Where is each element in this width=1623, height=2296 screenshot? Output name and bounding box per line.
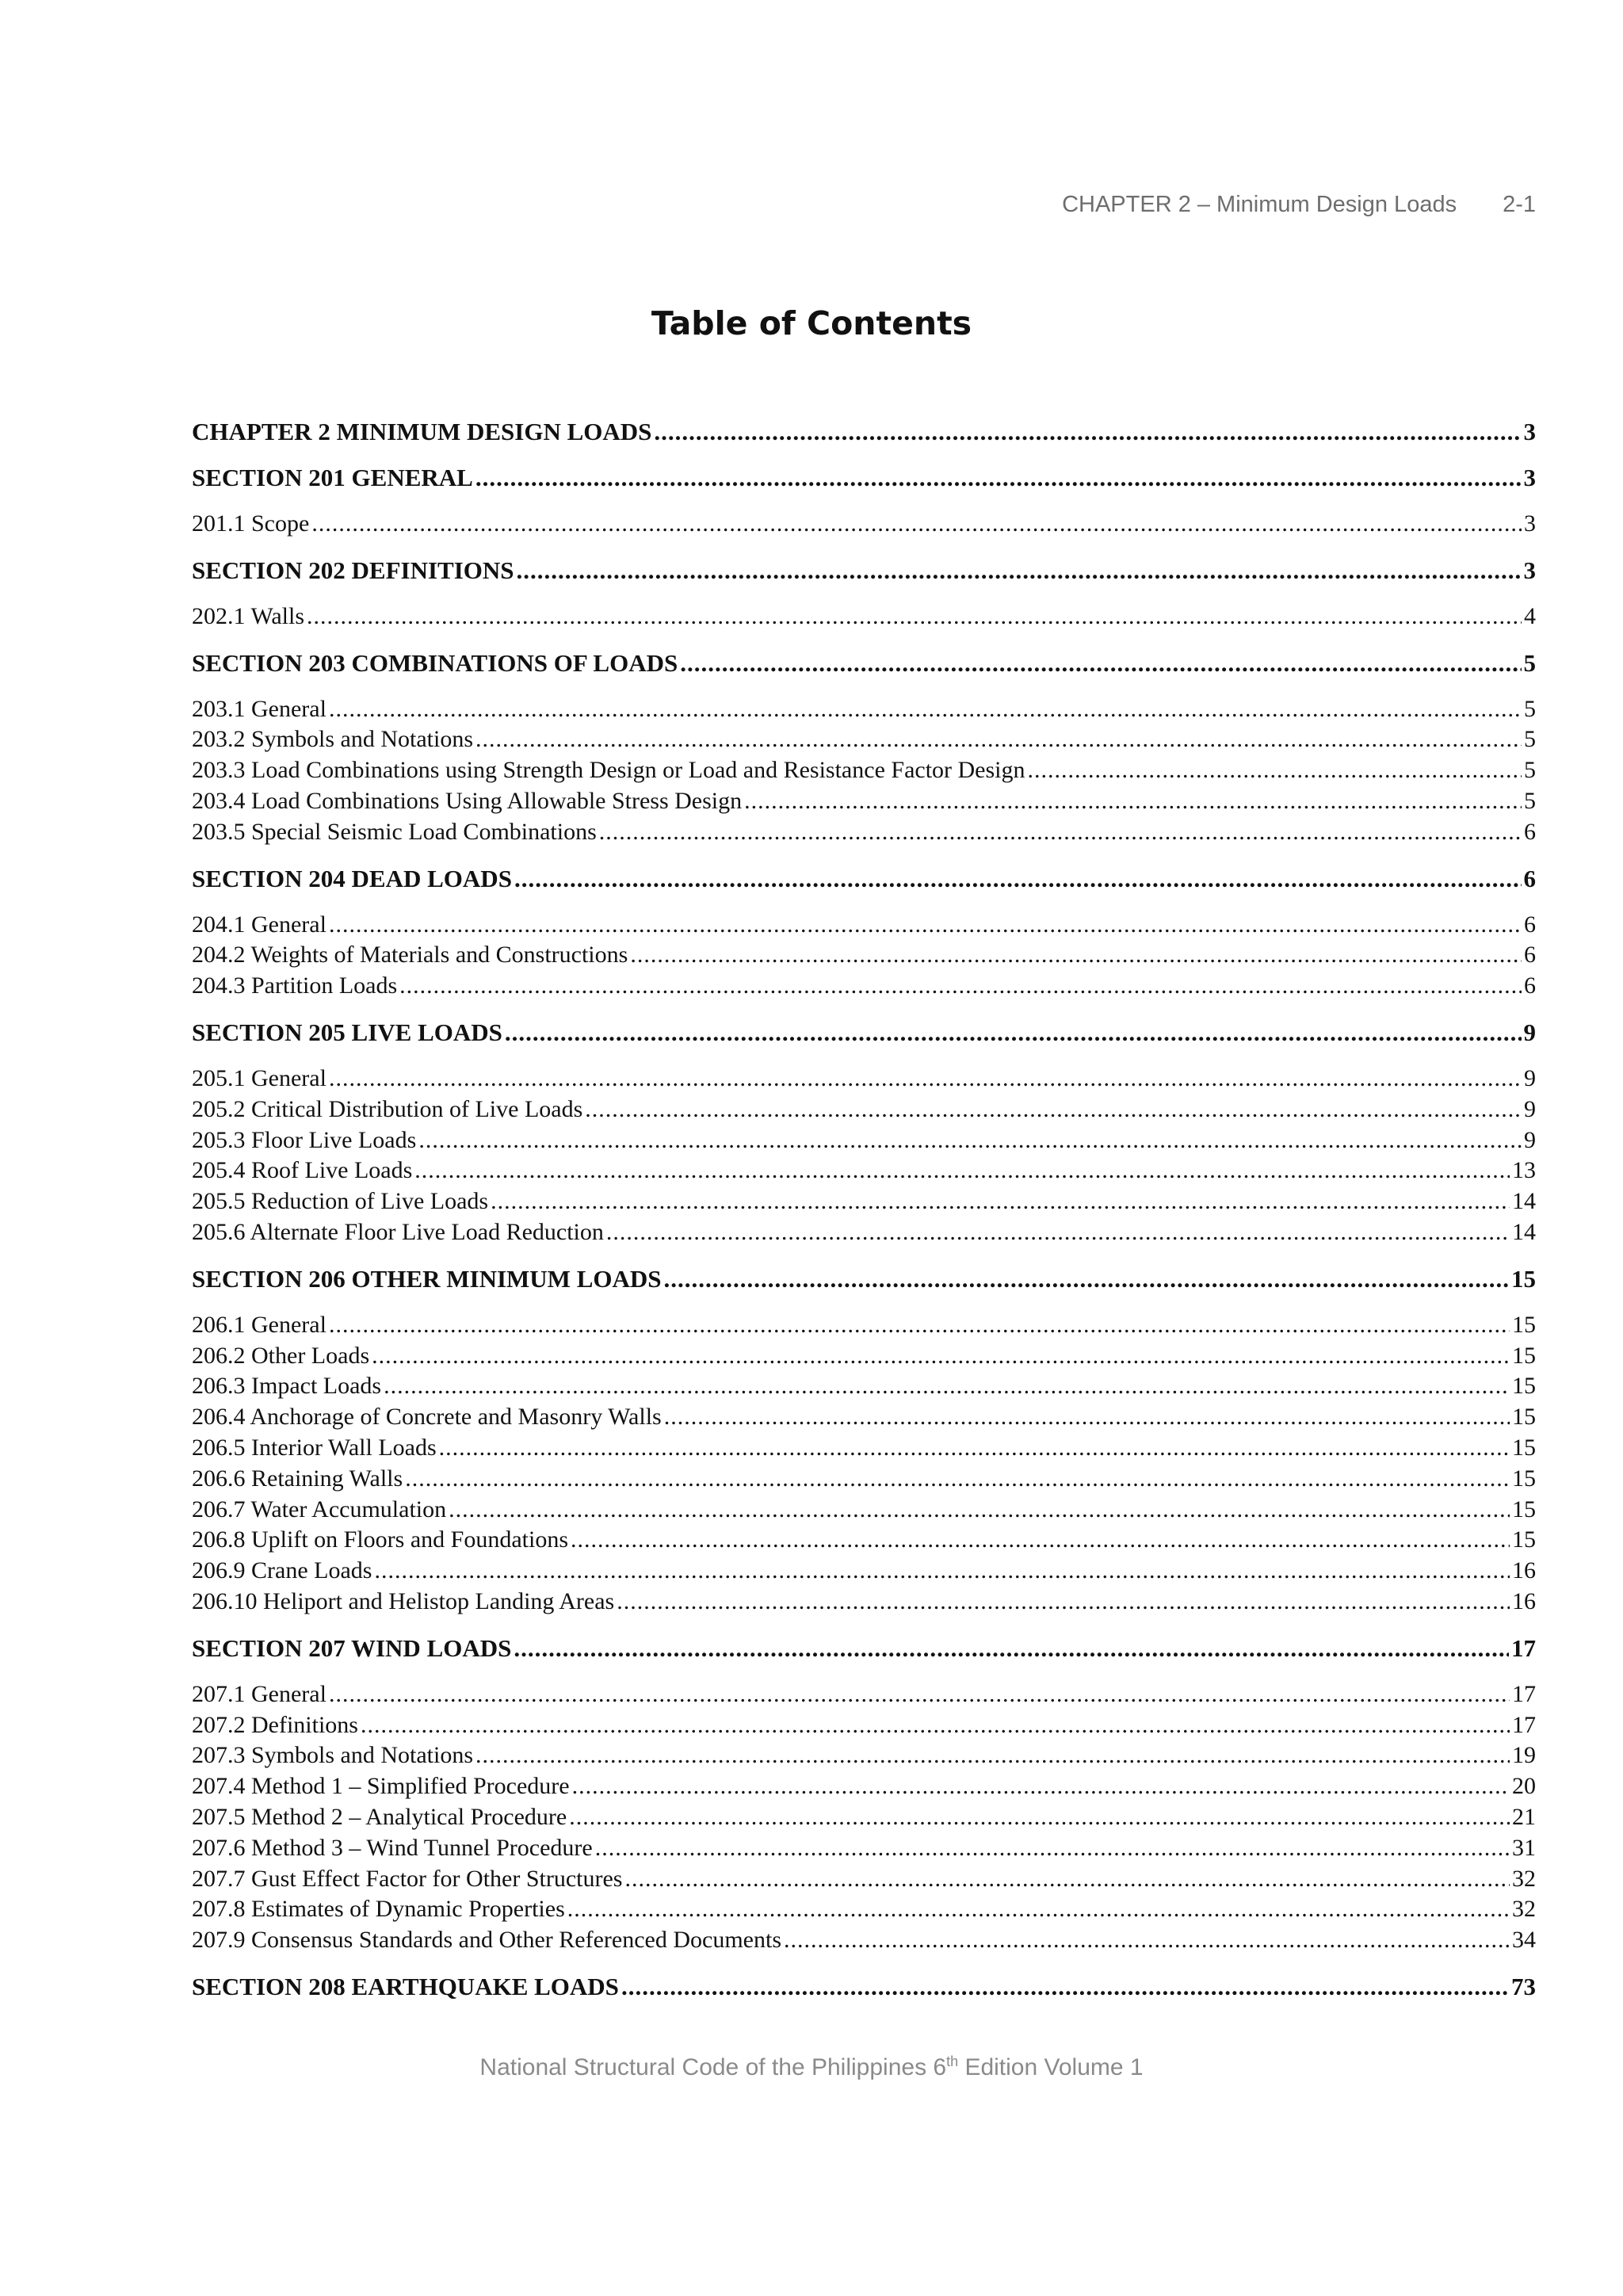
toc-subsection-entry[interactable] <box>192 1925 1536 1956</box>
toc-entry-label: 206.10 Heliport and Helistop Landing Areas <box>192 1587 615 1614</box>
toc-dot-leader <box>414 1156 1510 1186</box>
toc-dot-leader <box>311 509 1522 540</box>
toc-entry-page-number: 4 <box>1524 602 1536 629</box>
toc-subsection-entry[interactable] <box>192 1217 1536 1248</box>
toc-dot-leader <box>595 1833 1510 1864</box>
toc-entry-label: 207.1 General <box>192 1680 327 1707</box>
toc-entry-page-number: 14 <box>1512 1218 1536 1245</box>
toc-dot-leader <box>744 786 1522 817</box>
toc-entry-label: 206.7 Water Accumulation <box>192 1496 447 1522</box>
toc-dot-leader <box>1028 755 1522 786</box>
toc-dot-leader <box>399 971 1522 1002</box>
toc-entry-label: 205.5 Reduction of Live Loads <box>192 1188 489 1215</box>
toc-entry-page-number: 5 <box>1524 757 1536 784</box>
toc-entry-page-number: 16 <box>1512 1557 1536 1584</box>
toc-dot-leader <box>361 1710 1510 1741</box>
toc-entry-page-number: 6 <box>1523 864 1536 892</box>
toc-dot-leader <box>680 648 1521 678</box>
toc-entry-label: SECTION 202 DEFINITIONS <box>192 556 514 584</box>
toc-entry-label: 203.4 Load Combinations Using Allowable Stress Design <box>192 787 743 814</box>
toc-entry-label: SECTION 207 WIND LOADS <box>192 1633 512 1662</box>
toc-dot-leader <box>606 1217 1510 1248</box>
toc-entry-label: 207.8 Estimates of Dynamic Properties <box>192 1896 565 1923</box>
toc-dot-leader <box>384 1371 1510 1402</box>
toc-entry-page-number: 34 <box>1512 1927 1536 1954</box>
toc-entry-label: 206.9 Crane Loads <box>192 1557 372 1584</box>
toc-entry-label: SECTION 206 OTHER MINIMUM LOADS <box>192 1264 662 1293</box>
table-of-contents <box>192 417 1536 2018</box>
toc-subsection-entry[interactable] <box>192 940 1536 971</box>
toc-entry-label: 207.4 Method 1 – Simplified Procedure <box>192 1773 570 1800</box>
toc-entry-page-number: 21 <box>1512 1803 1536 1830</box>
toc-subsection-entry[interactable] <box>192 1310 1536 1341</box>
toc-entry-label: 207.7 Gust Effect Factor for Other Structures <box>192 1865 623 1892</box>
toc-entry-label: SECTION 204 DEAD LOADS <box>192 864 512 892</box>
toc-entry-label: 203.1 General <box>192 695 327 722</box>
toc-entry-label: 206.4 Anchorage of Concrete and Masonry Walls <box>192 1404 662 1431</box>
toc-subsection-entry[interactable] <box>192 1433 1536 1464</box>
toc-subsection-entry[interactable] <box>192 1156 1536 1186</box>
toc-subsection-entry[interactable] <box>192 1371 1536 1402</box>
toc-entry-page-number: 9 <box>1523 1018 1536 1046</box>
toc-entry-label: 206.3 Impact Loads <box>192 1373 382 1400</box>
toc-entry-page-number: 6 <box>1524 818 1536 845</box>
toc-entry-page-number: 15 <box>1511 1264 1536 1293</box>
toc-entry-label: 204.1 General <box>192 911 327 938</box>
toc-subsection-entry[interactable] <box>192 1587 1536 1618</box>
toc-entry-page-number: 13 <box>1512 1157 1536 1184</box>
toc-entry-label: 207.5 Method 2 – Analytical Procedure <box>192 1803 567 1830</box>
toc-entry-label: SECTION 208 EARTHQUAKE LOADS <box>192 1972 619 2000</box>
toc-entry-label: 205.2 Critical Distribution of Live Loads <box>192 1095 583 1122</box>
toc-entry-label: 203.2 Symbols and Notations <box>192 726 474 753</box>
toc-dot-leader <box>372 1341 1510 1372</box>
toc-entry-label: 206.5 Interior Wall Loads <box>192 1434 437 1461</box>
toc-dot-leader <box>475 724 1522 755</box>
toc-entry-page-number: 5 <box>1523 648 1536 677</box>
toc-dot-leader <box>571 1525 1510 1556</box>
toc-dot-leader <box>329 1064 1522 1095</box>
running-footer <box>0 2054 1623 2081</box>
toc-entry-label: 203.3 Load Combinations using Strength Design or Load and Resistance Factor Design <box>192 757 1025 784</box>
toc-dot-leader <box>514 864 1522 894</box>
toc-entry-page-number: 9 <box>1524 1064 1536 1091</box>
toc-entry-page-number: 6 <box>1524 911 1536 938</box>
toc-entry-label: 206.1 General <box>192 1311 327 1338</box>
toc-dot-leader <box>517 556 1522 586</box>
page-title: Table of Contents <box>651 304 972 342</box>
toc-entry-label: 201.1 Scope <box>192 510 310 537</box>
toc-dot-leader <box>329 910 1522 941</box>
toc-dot-leader <box>374 1556 1510 1587</box>
toc-dot-leader <box>329 1679 1510 1710</box>
toc-subsection-entry[interactable] <box>192 1186 1536 1217</box>
toc-subsection-entry[interactable] <box>192 1740 1536 1771</box>
toc-entry-label: 204.2 Weights of Materials and Constructions <box>192 942 628 968</box>
toc-entry-page-number: 17 <box>1511 1633 1536 1662</box>
footer-superscript: th <box>946 2053 959 2069</box>
toc-dot-leader <box>621 1972 1509 2002</box>
toc-entry-page-number: 5 <box>1524 787 1536 814</box>
toc-dot-leader <box>664 1264 1510 1294</box>
toc-subsection-entry[interactable] <box>192 755 1536 786</box>
toc-subsection-entry[interactable] <box>192 1679 1536 1710</box>
toc-subsection-entry[interactable] <box>192 1341 1536 1372</box>
toc-entry-label: 202.1 Walls <box>192 602 305 629</box>
toc-dot-leader <box>491 1186 1510 1217</box>
toc-entry-page-number: 5 <box>1524 726 1536 753</box>
toc-entry-label: 207.2 Definitions <box>192 1711 358 1738</box>
toc-entry-label: 205.6 Alternate Floor Live Load Reduction <box>192 1218 604 1245</box>
toc-section-entry[interactable] <box>192 1264 1536 1294</box>
toc-entry-page-number: 15 <box>1512 1526 1536 1553</box>
toc-entry-page-number: 31 <box>1512 1834 1536 1861</box>
toc-entry-page-number: 14 <box>1512 1188 1536 1215</box>
toc-section-entry[interactable] <box>192 417 1536 447</box>
toc-subsection-entry[interactable] <box>192 1464 1536 1495</box>
toc-dot-leader <box>630 940 1522 971</box>
toc-entry-page-number: 15 <box>1512 1434 1536 1461</box>
toc-entry-page-number: 3 <box>1523 464 1536 491</box>
page-number: 2-1 <box>1503 192 1536 217</box>
toc-entry-label: 203.5 Special Seismic Load Combinations <box>192 818 597 845</box>
toc-subsection-entry[interactable] <box>192 1495 1536 1526</box>
footer-text-before: National Structural Code of the Philippines 6 <box>479 2054 947 2080</box>
toc-section-entry[interactable] <box>192 864 1536 894</box>
toc-subsection-entry[interactable] <box>192 1095 1536 1125</box>
toc-subsection-entry[interactable] <box>192 971 1536 1002</box>
toc-entry-page-number: 3 <box>1524 510 1536 537</box>
toc-entry-label: SECTION 205 LIVE LOADS <box>192 1018 502 1046</box>
toc-entry-label: 206.8 Uplift on Floors and Foundations <box>192 1526 569 1553</box>
toc-entry-label: SECTION 201 GENERAL <box>192 464 473 491</box>
toc-section-entry[interactable] <box>192 463 1536 493</box>
toc-dot-leader <box>784 1925 1510 1956</box>
toc-subsection-entry[interactable] <box>192 1556 1536 1587</box>
toc-section-entry[interactable] <box>192 1972 1536 2002</box>
toc-entry-page-number: 17 <box>1512 1680 1536 1707</box>
chapter-label: CHAPTER 2 – Minimum Design Loads <box>1062 192 1457 217</box>
toc-entry-page-number: 16 <box>1512 1587 1536 1614</box>
toc-subsection-entry[interactable] <box>192 910 1536 941</box>
toc-entry-label: 206.2 Other Loads <box>192 1342 370 1369</box>
toc-dot-leader <box>617 1587 1510 1618</box>
toc-entry-page-number: 3 <box>1523 418 1536 445</box>
toc-dot-leader <box>329 694 1522 725</box>
toc-entry-label: 207.3 Symbols and Notations <box>192 1742 474 1769</box>
toc-subsection-entry[interactable] <box>192 1064 1536 1095</box>
toc-subsection-entry[interactable] <box>192 1833 1536 1864</box>
toc-subsection-entry[interactable] <box>192 786 1536 817</box>
toc-dot-leader <box>569 1802 1510 1833</box>
toc-dot-leader <box>307 602 1522 632</box>
toc-subsection-entry[interactable] <box>192 1802 1536 1833</box>
toc-dot-leader <box>664 1402 1510 1433</box>
toc-dot-leader <box>572 1771 1510 1802</box>
toc-dot-leader <box>418 1125 1522 1156</box>
toc-subsection-entry[interactable] <box>192 694 1536 725</box>
toc-entry-label: 207.9 Consensus Standards and Other Referenced Documents <box>192 1927 781 1954</box>
toc-dot-leader <box>405 1464 1510 1495</box>
toc-section-entry[interactable] <box>192 648 1536 678</box>
footer-text-after: Edition Volume 1 <box>958 2054 1144 2080</box>
toc-entry-label: 206.6 Retaining Walls <box>192 1465 403 1492</box>
toc-entry-page-number: 15 <box>1512 1373 1536 1400</box>
toc-entry-label: SECTION 203 COMBINATIONS OF LOADS <box>192 648 678 677</box>
toc-subsection-entry[interactable] <box>192 509 1536 540</box>
toc-entry-label: 205.4 Roof Live Loads <box>192 1157 413 1184</box>
toc-entry-page-number: 6 <box>1524 942 1536 968</box>
toc-subsection-entry[interactable] <box>192 1402 1536 1433</box>
toc-entry-page-number: 6 <box>1524 972 1536 999</box>
toc-entry-page-number: 19 <box>1512 1742 1536 1769</box>
toc-entry-page-number: 73 <box>1511 1972 1536 2000</box>
toc-dot-leader <box>514 1633 1509 1664</box>
toc-dot-leader <box>439 1433 1510 1464</box>
toc-dot-leader <box>585 1095 1522 1125</box>
toc-dot-leader <box>475 463 1522 493</box>
toc-entry-page-number: 15 <box>1512 1404 1536 1431</box>
toc-subsection-entry[interactable] <box>192 1771 1536 1802</box>
toc-entry-page-number: 15 <box>1512 1465 1536 1492</box>
toc-subsection-entry[interactable] <box>192 1125 1536 1156</box>
toc-entry-page-number: 20 <box>1512 1773 1536 1800</box>
toc-entry-page-number: 32 <box>1512 1865 1536 1892</box>
toc-section-entry[interactable] <box>192 556 1536 586</box>
toc-subsection-entry[interactable] <box>192 1525 1536 1556</box>
toc-entry-page-number: 15 <box>1512 1496 1536 1522</box>
toc-entry-page-number: 15 <box>1512 1311 1536 1338</box>
toc-dot-leader <box>449 1495 1510 1526</box>
toc-entry-page-number: 32 <box>1512 1896 1536 1923</box>
toc-subsection-entry[interactable] <box>192 1864 1536 1895</box>
toc-entry-label: 207.6 Method 3 – Wind Tunnel Procedure <box>192 1834 593 1861</box>
toc-entry-page-number: 3 <box>1523 556 1536 584</box>
toc-entry-label: 205.3 Floor Live Loads <box>192 1126 417 1153</box>
toc-dot-leader <box>475 1740 1510 1771</box>
toc-section-entry[interactable] <box>192 1018 1536 1048</box>
toc-dot-leader <box>567 1894 1510 1925</box>
toc-subsection-entry[interactable] <box>192 817 1536 848</box>
toc-entry-label: CHAPTER 2 MINIMUM DESIGN LOADS <box>192 418 652 445</box>
running-header <box>792 192 1536 218</box>
toc-dot-leader <box>599 817 1522 848</box>
toc-section-entry[interactable] <box>192 1633 1536 1664</box>
toc-subsection-entry[interactable] <box>192 1894 1536 1925</box>
toc-entry-page-number: 9 <box>1524 1095 1536 1122</box>
toc-subsection-entry[interactable] <box>192 1710 1536 1741</box>
toc-entry-page-number: 15 <box>1512 1342 1536 1369</box>
toc-entry-label: 204.3 Partition Loads <box>192 972 398 999</box>
toc-dot-leader <box>505 1018 1522 1048</box>
toc-subsection-entry[interactable] <box>192 724 1536 755</box>
toc-dot-leader <box>329 1310 1510 1341</box>
toc-dot-leader <box>654 417 1521 447</box>
toc-entry-label: 205.1 General <box>192 1064 327 1091</box>
toc-entry-page-number: 5 <box>1524 695 1536 722</box>
toc-subsection-entry[interactable] <box>192 602 1536 632</box>
toc-entry-page-number: 17 <box>1512 1711 1536 1738</box>
toc-entry-page-number: 9 <box>1524 1126 1536 1153</box>
toc-dot-leader <box>624 1864 1510 1895</box>
